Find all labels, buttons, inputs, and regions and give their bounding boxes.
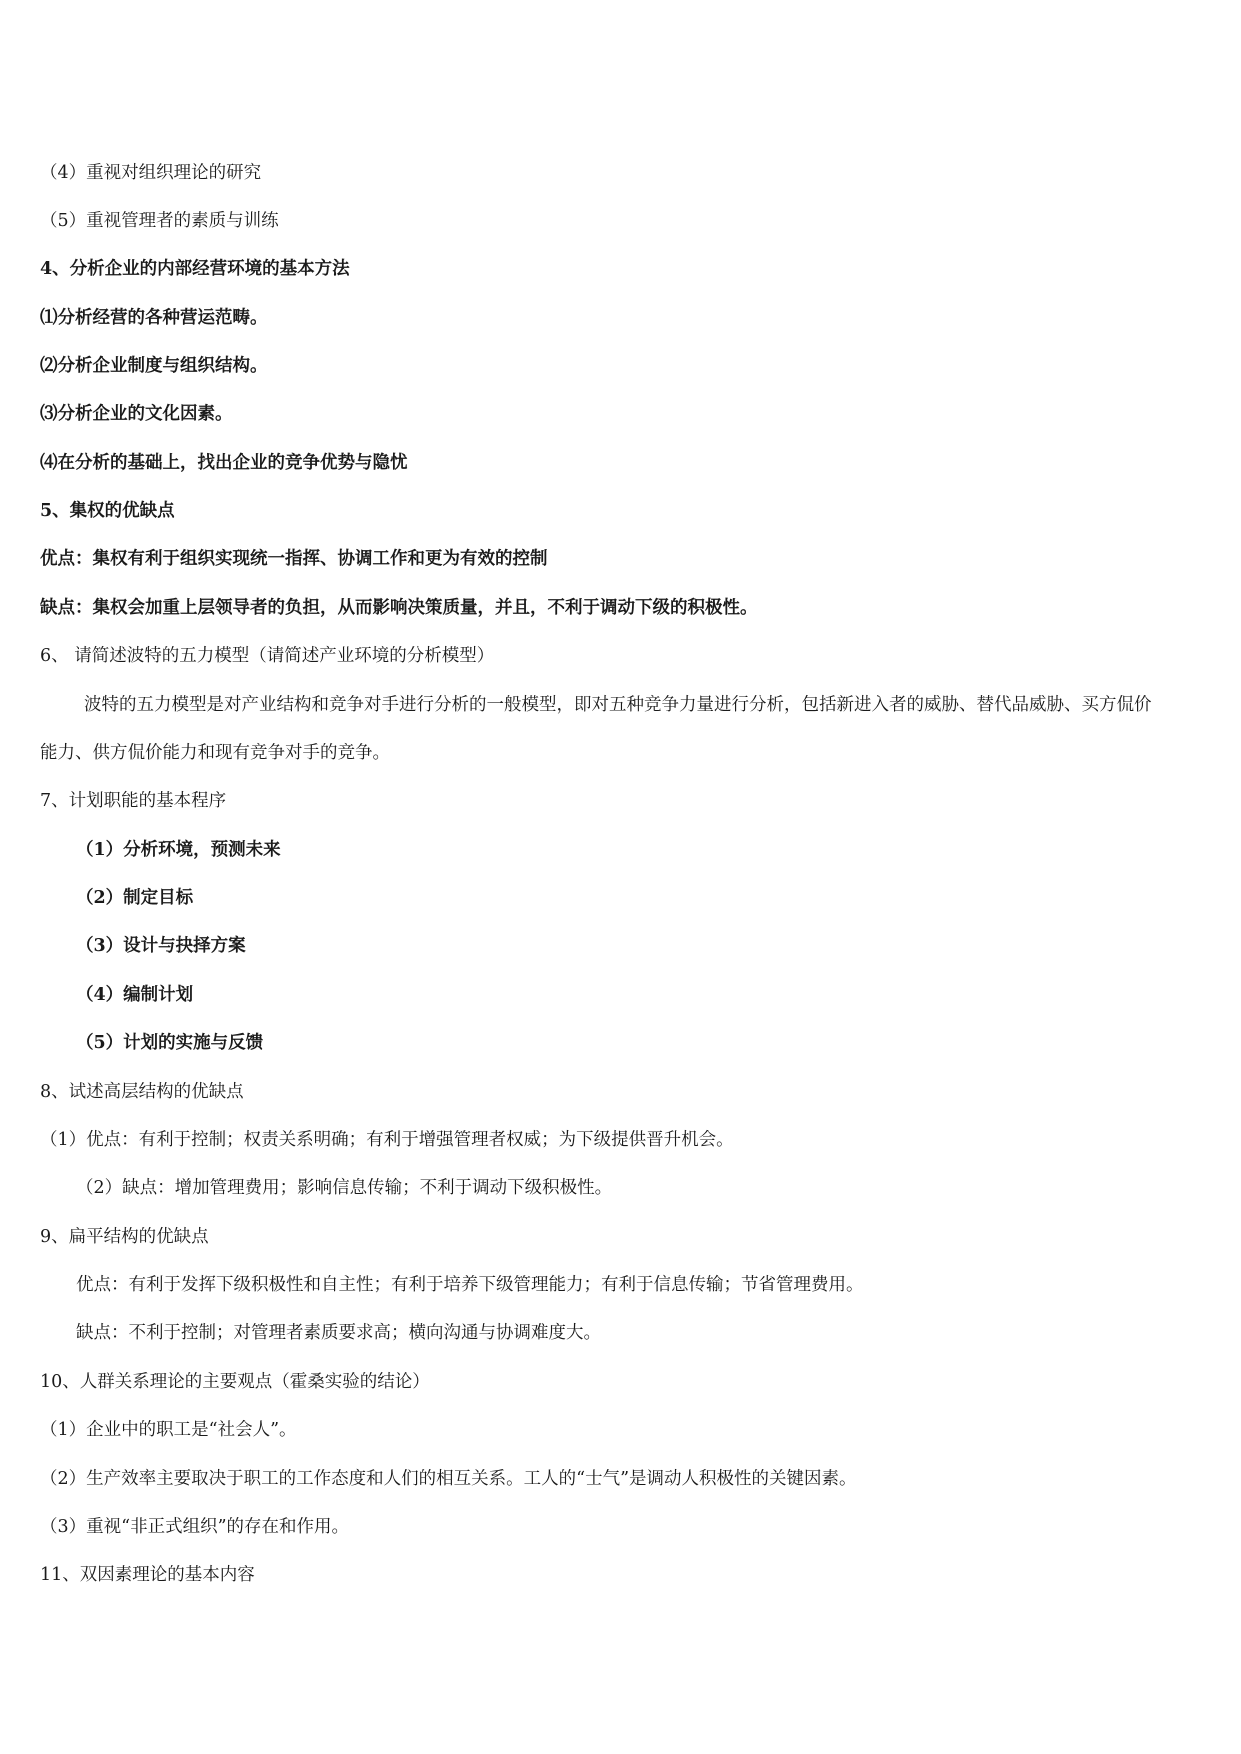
text-line: （4）重视对组织理论的研究 [40, 163, 262, 183]
section-heading: 9、扁平结构的优缺点 [40, 1227, 209, 1247]
text-line: ⑷在分析的基础上，找出企业的竞争优势与隐忧 [40, 453, 408, 473]
text-line: （5）重视管理者的素质与训练 [40, 211, 279, 231]
text-line: 缺点：集权会加重上层领导者的负担，从而影响决策质量，并且，不利于调动下级的积极性。 [40, 598, 758, 618]
list-item: （2）制定目标 [76, 888, 194, 908]
list-item: （5）计划的实施与反馈 [76, 1033, 264, 1053]
section-heading: 10、人群关系理论的主要观点（霍桑实验的结论） [40, 1372, 430, 1392]
text-line: ⑴分析经营的各种营运范畴。 [40, 308, 268, 328]
section-heading: 8、试述高层结构的优缺点 [40, 1082, 244, 1102]
text-line: （2）生产效率主要取决于职工的工作态度和人们的相互关系。工人的“士气”是调动人积极性的关键因素。 [40, 1469, 857, 1489]
text-line: （2）缺点：增加管理费用；影响信息传输；不利于调动下级积极性。 [76, 1178, 613, 1198]
text-line: ⑵分析企业制度与组织结构。 [40, 356, 268, 376]
text-line: 能力、供方侃价能力和现有竞争对手的竞争。 [40, 743, 390, 763]
section-heading: 6、 请简述波特的五力模型（请简述产业环境的分析模型） [40, 646, 495, 666]
text-line: ⑶分析企业的文化因素。 [40, 404, 233, 424]
text-line: （1）企业中的职工是“社会人”。 [40, 1420, 297, 1440]
list-item: （4）编制计划 [76, 985, 194, 1005]
text-line: （1）优点：有利于控制；权责关系明确；有利于增强管理者权威；为下级提供晋升机会。 [40, 1130, 734, 1150]
section-heading: 5、集权的优缺点 [40, 501, 175, 521]
list-item: （1）分析环境，预测未来 [76, 840, 281, 860]
section-heading: 11、双因素理论的基本内容 [40, 1565, 255, 1585]
text-line: 优点：有利于发挥下级积极性和自主性；有利于培养下级管理能力；有利于信息传输；节省管理费用。 [76, 1275, 864, 1295]
text-line: 优点：集权有利于组织实现统一指挥、协调工作和更为有效的控制 [40, 549, 548, 569]
section-heading: 4、分析企业的内部经营环境的基本方法 [40, 259, 350, 279]
text-line: 缺点：不利于控制；对管理者素质要求高；横向沟通与协调难度大。 [76, 1323, 601, 1343]
text-line: （3）重视“非正式组织”的存在和作用。 [40, 1517, 350, 1537]
text-line: 波特的五力模型是对产业结构和竞争对手进行分析的一般模型，即对五种竞争力量进行分析，包括新进入者的威胁、替代品威胁、买方侃价 [84, 695, 1152, 715]
list-item: （3）设计与抉择方案 [76, 936, 246, 956]
section-heading: 7、计划职能的基本程序 [40, 791, 227, 811]
